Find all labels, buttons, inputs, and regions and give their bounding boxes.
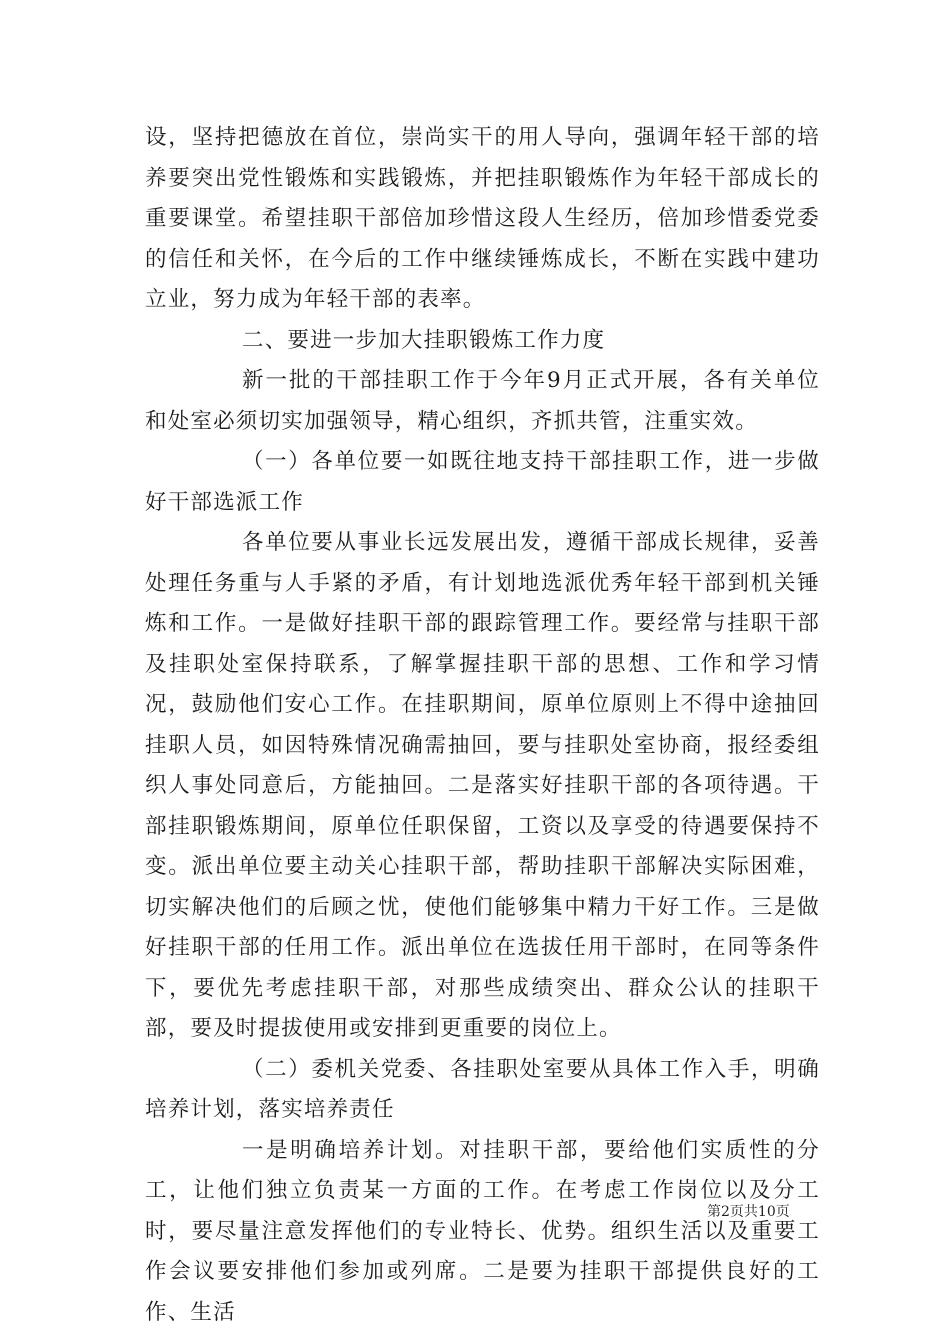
document-body — [145, 118, 820, 1333]
page-number-footer: 第2页共10页 — [707, 1204, 790, 1220]
paragraph-intro: 新一批的干部挂职工作于今年9月正式开展，各有关单位和处室必须切实加强领导，精心组织，齐抓共管，注重实效。 — [145, 368, 820, 434]
paragraph-body-1: 各单位要从事业长远发展出发，遵循干部成长规律，妥善处理任务重与人手紧的矛盾，有计划地选派优秀年轻干部到机关锤炼和工作。一是做好挂职干部的跟踪管理工作。要经常与挂职干部及挂职处室保持联系，了解掌握挂职干部的思想、工作和学习情况，鼓励他们安心工作。在挂职期间，原单位原则上不得中途抽回挂职人员，如因特殊情况确需抽回，要与挂职处室协商，报经委组织人事处同意后，方能抽回。二是落实好挂职干部的各项待遇。干部挂职锻炼期间，原单位任职保留，工资以及享受的待遇要保持不变。派出单位要主动关心挂职干部，帮助挂职干部解决实际困难，切实解决他们的后顾之忧，使他们能够集中精力干好工作。三是做好挂职干部的任用工作。派出单位在选拔任用干部时，在同等条件下，要优先考虑挂职干部，对那些成绩突出、群众公认的挂职干部，要及时提拔使用或安排到更重要的岗位上。 — [145, 530, 820, 1041]
subsection-heading-2: （二）委机关党委、各挂职处室要从具体工作入手，明确培养计划，落实培养责任 — [145, 1056, 820, 1122]
section-heading-2: 二、要进一步加大挂职锻炼工作力度 — [242, 327, 606, 353]
paragraph-continuation: 设，坚持把德放在首位，崇尚实干的用人导向，强调年轻干部的培养要突出党性锻炼和实践锻炼，并把挂职锻炼作为年轻干部成长的重要课堂。希望挂职干部倍加珍惜这段人生经历，倍加珍惜委党委的信任和关怀，在今后的工作中继续锤炼成长，不断在实践中建功立业，努力成为年轻干部的表率。 — [145, 125, 820, 312]
paragraph-body-2: 一是明确培养计划。对挂职干部，要给他们实质性的分工，让他们独立负责某一方面的工作。在考虑工作岗位以及分工时，要尽量注意发挥他们的专业特长、优势。组织生活以及重要工作会议要安排他们参加或列席。二是要为挂职干部提供良好的工作、生活 — [145, 1137, 820, 1325]
subsection-heading-1: （一）各单位要一如既往地支持干部挂职工作，进一步做好干部选派工作 — [145, 449, 820, 515]
